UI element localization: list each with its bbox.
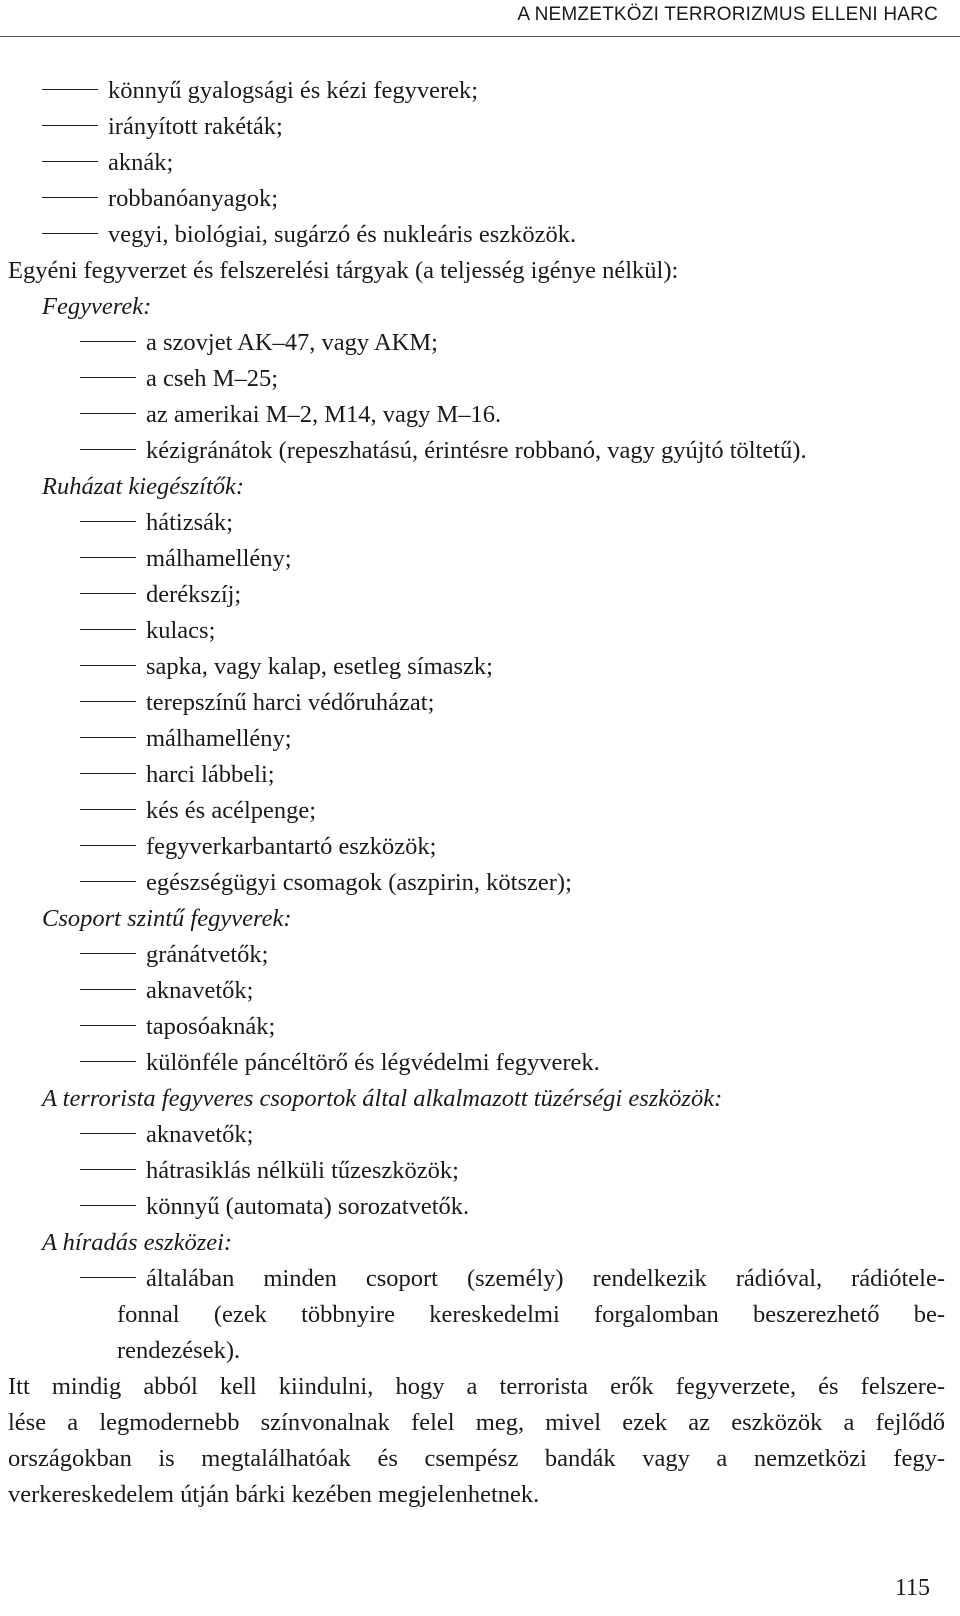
list-item: irányított rakéták;: [0, 109, 945, 145]
running-header-title: A NEMZETKÖZI TERRORIZMUS ELLENI HARC: [517, 4, 938, 25]
section-heading: Csoport szintű fegyverek:: [42, 905, 292, 932]
em-dash-bullet: [42, 125, 98, 127]
em-dash-bullet: [80, 809, 136, 811]
em-dash-bullet: [80, 989, 136, 991]
em-dash-bullet: [80, 413, 136, 415]
list-item: általában minden csoport (személy) rendelkezik rádióval, rádiótele-: [0, 1261, 945, 1297]
em-dash-bullet: [80, 521, 136, 523]
em-dash-bullet: [80, 341, 136, 343]
list-item: kézigránátok (repeszhatású, érintésre robbanó, vagy gyújtó töltetű).: [0, 433, 945, 469]
page-body: [0, 73, 945, 1513]
paragraph-line: Egyéni fegyverzet és felszerelési tárgyak (a teljesség igénye nélkül):: [8, 257, 679, 284]
list-item: harci lábbeli;: [0, 757, 945, 793]
section-heading: A terrorista fegyveres csoportok által alkalmazott tüzérségi eszközök:: [42, 1085, 723, 1112]
paragraph-line: Itt mindig abból kell kiindulni, hogy a terrorista erők fegyverzete, és felszere-: [8, 1373, 945, 1400]
list-item: hátizsák;: [0, 505, 945, 541]
list-item: terepszínű harci védőruházat;: [0, 685, 945, 721]
list-item-continuation: rendezések).: [117, 1337, 241, 1364]
em-dash-bullet: [80, 665, 136, 667]
page-number: 115: [894, 1575, 930, 1601]
em-dash-bullet: [80, 1133, 136, 1135]
section-heading: A híradás eszközei:: [42, 1229, 233, 1256]
em-dash-bullet: [80, 1025, 136, 1027]
em-dash-bullet: [80, 557, 136, 559]
em-dash-bullet: [80, 953, 136, 955]
em-dash-bullet: [80, 845, 136, 847]
list-item: az amerikai M–2, M14, vagy M–16.: [0, 397, 945, 433]
em-dash-bullet: [80, 881, 136, 883]
list-item: derékszíj;: [0, 577, 945, 613]
list-item: kés és acélpenge;: [0, 793, 945, 829]
list-item: könnyű (automata) sorozatvetők.: [0, 1189, 945, 1225]
em-dash-bullet: [80, 629, 136, 631]
list-item-continuation: fonnal (ezek többnyire kereskedelmi forgalomban beszerezhető be-: [117, 1301, 945, 1328]
list-item: különféle páncéltörő és légvédelmi fegyverek.: [0, 1045, 945, 1081]
list-item: aknavetők;: [0, 973, 945, 1009]
em-dash-bullet: [42, 233, 98, 235]
list-item: robbanóanyagok;: [0, 181, 945, 217]
list-item: a cseh M–25;: [0, 361, 945, 397]
header-rule: [0, 36, 960, 37]
em-dash-bullet: [42, 197, 98, 199]
em-dash-bullet: [42, 161, 98, 163]
list-item: taposóaknák;: [0, 1009, 945, 1045]
em-dash-bullet: [80, 701, 136, 703]
list-item: aknák;: [0, 145, 945, 181]
em-dash-bullet: [80, 1205, 136, 1207]
paragraph-line: verkereskedelem útján bárki kezében megjelenhetnek.: [8, 1481, 540, 1508]
list-item: hátrasiklás nélküli tűzeszközök;: [0, 1153, 945, 1189]
em-dash-bullet: [80, 377, 136, 379]
em-dash-bullet: [42, 89, 98, 91]
list-item: sapka, vagy kalap, esetleg símaszk;: [0, 649, 945, 685]
list-item: kulacs;: [0, 613, 945, 649]
list-item: gránátvetők;: [0, 937, 945, 973]
list-item: málhamellény;: [0, 541, 945, 577]
list-item: vegyi, biológiai, sugárzó és nukleáris eszközök.: [0, 217, 945, 253]
list-item: a szovjet AK–47, vagy AKM;: [0, 325, 945, 361]
section-heading: Ruházat kiegészítők:: [42, 473, 245, 500]
list-item: könnyű gyalogsági és kézi fegyverek;: [0, 73, 945, 109]
em-dash-bullet: [80, 1277, 136, 1279]
paragraph-line: lése a legmodernebb színvonalnak felel meg, mivel ezek az eszközök a fejlődő: [8, 1409, 945, 1436]
em-dash-bullet: [80, 737, 136, 739]
list-item: aknavetők;: [0, 1117, 945, 1153]
em-dash-bullet: [80, 593, 136, 595]
em-dash-bullet: [80, 1061, 136, 1063]
list-item: fegyverkarbantartó eszközök;: [0, 829, 945, 865]
em-dash-bullet: [80, 1169, 136, 1171]
paragraph-line: országokban is megtalálhatóak és csempész bandák vagy a nemzetközi fegy-: [8, 1445, 945, 1472]
list-item: egészségügyi csomagok (aszpirin, kötszer);: [0, 865, 945, 901]
em-dash-bullet: [80, 773, 136, 775]
list-item: málhamellény;: [0, 721, 945, 757]
em-dash-bullet: [80, 449, 136, 451]
section-heading: Fegyverek:: [42, 293, 152, 320]
